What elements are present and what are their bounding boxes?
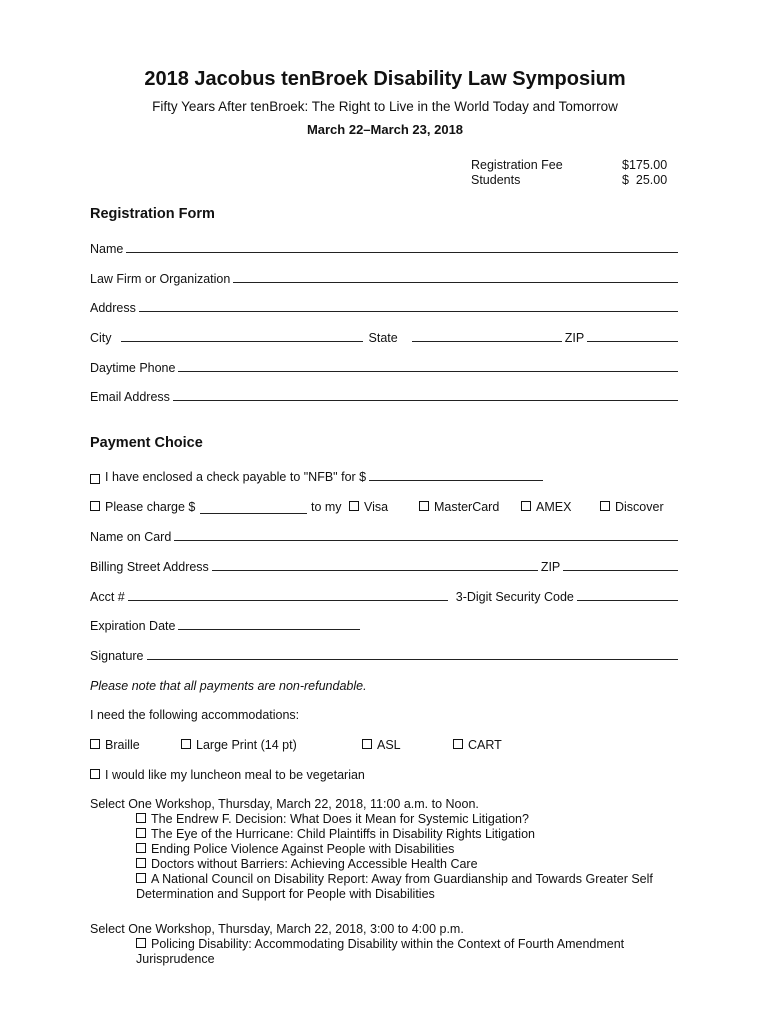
asl-checkbox[interactable] — [362, 739, 372, 749]
event-dates: March 22–March 23, 2018 — [306, 122, 464, 137]
name-row — [90, 242, 680, 256]
fee-label-students: Students — [471, 173, 521, 187]
visa-checkbox[interactable] — [349, 501, 359, 511]
expiration-field[interactable] — [178, 628, 360, 630]
acct-label: Acct # — [90, 590, 125, 604]
city-field[interactable] — [121, 340, 363, 342]
workshop-2-heading: Select One Workshop, Thursday, March 22, 2018, 3:00 to 4:00 p.m. — [90, 922, 464, 936]
workshop-1-option-1[interactable] — [136, 812, 529, 826]
workshop-1-option-3-label: Ending Police Violence Against People with Disabilities — [151, 842, 455, 856]
name-label: Name — [90, 242, 124, 256]
expiration-row — [90, 619, 362, 633]
zip-field[interactable] — [587, 340, 678, 342]
to-my-label: to my — [311, 500, 342, 514]
workshop-1-option-5-label: A National Council on Disability Report: Away from Guardianship and Towards Greater Self — [151, 872, 653, 886]
workshop-1-option-2-checkbox[interactable] — [136, 828, 146, 838]
phone-field[interactable] — [178, 370, 678, 372]
cart-checkbox[interactable] — [453, 739, 463, 749]
state-label: State — [368, 331, 398, 345]
workshop-1-option-1-checkbox[interactable] — [136, 813, 146, 823]
page-subtitle: Fifty Years After tenBroek: The Right to Live in the World Today and Tomorrow — [152, 99, 618, 114]
workshop-1-option-5-continued: Determination and Support for People with Disabilities — [136, 887, 435, 901]
refund-note: Please note that all payments are non-refundable. — [90, 679, 367, 693]
amex-option[interactable] — [521, 500, 571, 514]
address-field[interactable] — [139, 310, 678, 312]
fee-label-registration: Registration Fee — [471, 158, 563, 172]
vegetarian-label: I would like my luncheon meal to be vegetarian — [105, 768, 365, 782]
check-row — [90, 470, 545, 484]
state-field[interactable] — [412, 340, 562, 342]
charge-checkbox[interactable] — [90, 501, 100, 511]
cart-label: CART — [468, 738, 502, 752]
vegetarian-checkbox[interactable] — [90, 769, 100, 779]
charge-amount-field[interactable] — [200, 513, 307, 514]
workshop-2-option-1-label: Policing Disability: Accommodating Disability within the Context of Fourth Amendment — [151, 937, 625, 951]
charge-label: Please charge $ — [105, 500, 196, 514]
discover-option[interactable] — [600, 500, 664, 514]
org-field[interactable] — [233, 281, 678, 283]
large-print-option[interactable] — [181, 738, 297, 752]
cart-option[interactable] — [453, 738, 502, 752]
workshop-1-option-4-checkbox[interactable] — [136, 858, 146, 868]
check-amount-field[interactable] — [369, 479, 543, 481]
workshop-1-option-1-label: The Endrew F. Decision: What Does it Mean for Systemic Litigation? — [151, 812, 529, 826]
braille-label: Braille — [105, 738, 140, 752]
city-label: City — [90, 331, 112, 345]
city-row — [90, 331, 680, 345]
amex-label: AMEX — [536, 500, 572, 514]
visa-option[interactable] — [349, 500, 388, 514]
workshop-1-heading: Select One Workshop, Thursday, March 22, 2018, 11:00 a.m. to Noon. — [90, 797, 479, 811]
fee-amount-students: $ 25.00 — [622, 173, 668, 187]
billing-zip-label: ZIP — [540, 560, 561, 574]
workshop-2-option-1-checkbox[interactable] — [136, 938, 146, 948]
page-title: 2018 Jacobus tenBroek Disability Law Symposium — [144, 68, 626, 90]
check-label: I have enclosed a check payable to "NFB" for $ — [105, 470, 367, 484]
registration-heading: Registration Form — [90, 206, 215, 222]
large-print-checkbox[interactable] — [181, 739, 191, 749]
braille-option[interactable] — [90, 738, 140, 752]
name-on-card-field[interactable] — [174, 539, 678, 541]
billing-address-label: Billing Street Address — [90, 560, 209, 574]
check-checkbox[interactable] — [90, 474, 100, 484]
security-code-label: 3-Digit Security Code — [455, 590, 574, 604]
address-row — [90, 301, 680, 315]
accommodations-intro: I need the following accommodations: — [90, 708, 300, 722]
org-row — [90, 272, 680, 286]
visa-label: Visa — [364, 500, 389, 514]
zip-label: ZIP — [564, 331, 585, 345]
phone-row — [90, 361, 680, 375]
mastercard-checkbox[interactable] — [419, 501, 429, 511]
email-label: Email Address — [90, 390, 170, 404]
signature-field[interactable] — [147, 658, 678, 660]
discover-checkbox[interactable] — [600, 501, 610, 511]
large-print-label: Large Print (14 pt) — [196, 738, 297, 752]
billing-row — [90, 560, 680, 574]
workshop-1-option-5[interactable] — [136, 872, 653, 886]
discover-label: Discover — [615, 500, 664, 514]
name-on-card-label: Name on Card — [90, 530, 172, 544]
workshop-1-option-2[interactable] — [136, 827, 535, 841]
name-on-card-row — [90, 530, 680, 544]
fee-amount-registration: $175.00 — [622, 158, 668, 172]
workshop-1-option-5-checkbox[interactable] — [136, 873, 146, 883]
payment-heading: Payment Choice — [90, 435, 203, 451]
workshop-1-option-4[interactable] — [136, 857, 478, 871]
braille-checkbox[interactable] — [90, 739, 100, 749]
asl-option[interactable] — [362, 738, 401, 752]
email-row — [90, 390, 680, 404]
billing-address-field[interactable] — [212, 569, 538, 571]
email-field[interactable] — [173, 399, 678, 401]
security-code-field[interactable] — [577, 599, 678, 601]
name-field[interactable] — [126, 251, 678, 253]
workshop-1-option-4-label: Doctors without Barriers: Achieving Accessible Health Care — [151, 857, 478, 871]
workshop-2-option-1[interactable] — [136, 937, 624, 951]
address-label: Address — [90, 301, 136, 315]
signature-label: Signature — [90, 649, 144, 663]
workshop-1-option-3[interactable] — [136, 842, 454, 856]
amex-checkbox[interactable] — [521, 501, 531, 511]
asl-label: ASL — [377, 738, 401, 752]
signature-row — [90, 649, 680, 663]
vegetarian-option[interactable] — [90, 768, 365, 782]
workshop-1-option-2-label: The Eye of the Hurricane: Child Plaintiffs in Disability Rights Litigation — [151, 827, 535, 841]
org-label: Law Firm or Organization — [90, 272, 231, 286]
mastercard-label: MasterCard — [434, 500, 500, 514]
acct-row — [90, 590, 680, 604]
workshop-2-option-1-continued: Jurisprudence — [136, 952, 215, 966]
charge-row — [90, 500, 680, 516]
expiration-label: Expiration Date — [90, 619, 176, 633]
acct-field[interactable] — [128, 599, 448, 601]
billing-zip-field[interactable] — [563, 569, 678, 571]
phone-label: Daytime Phone — [90, 361, 176, 375]
mastercard-option[interactable] — [419, 500, 499, 514]
workshop-1-option-3-checkbox[interactable] — [136, 843, 146, 853]
